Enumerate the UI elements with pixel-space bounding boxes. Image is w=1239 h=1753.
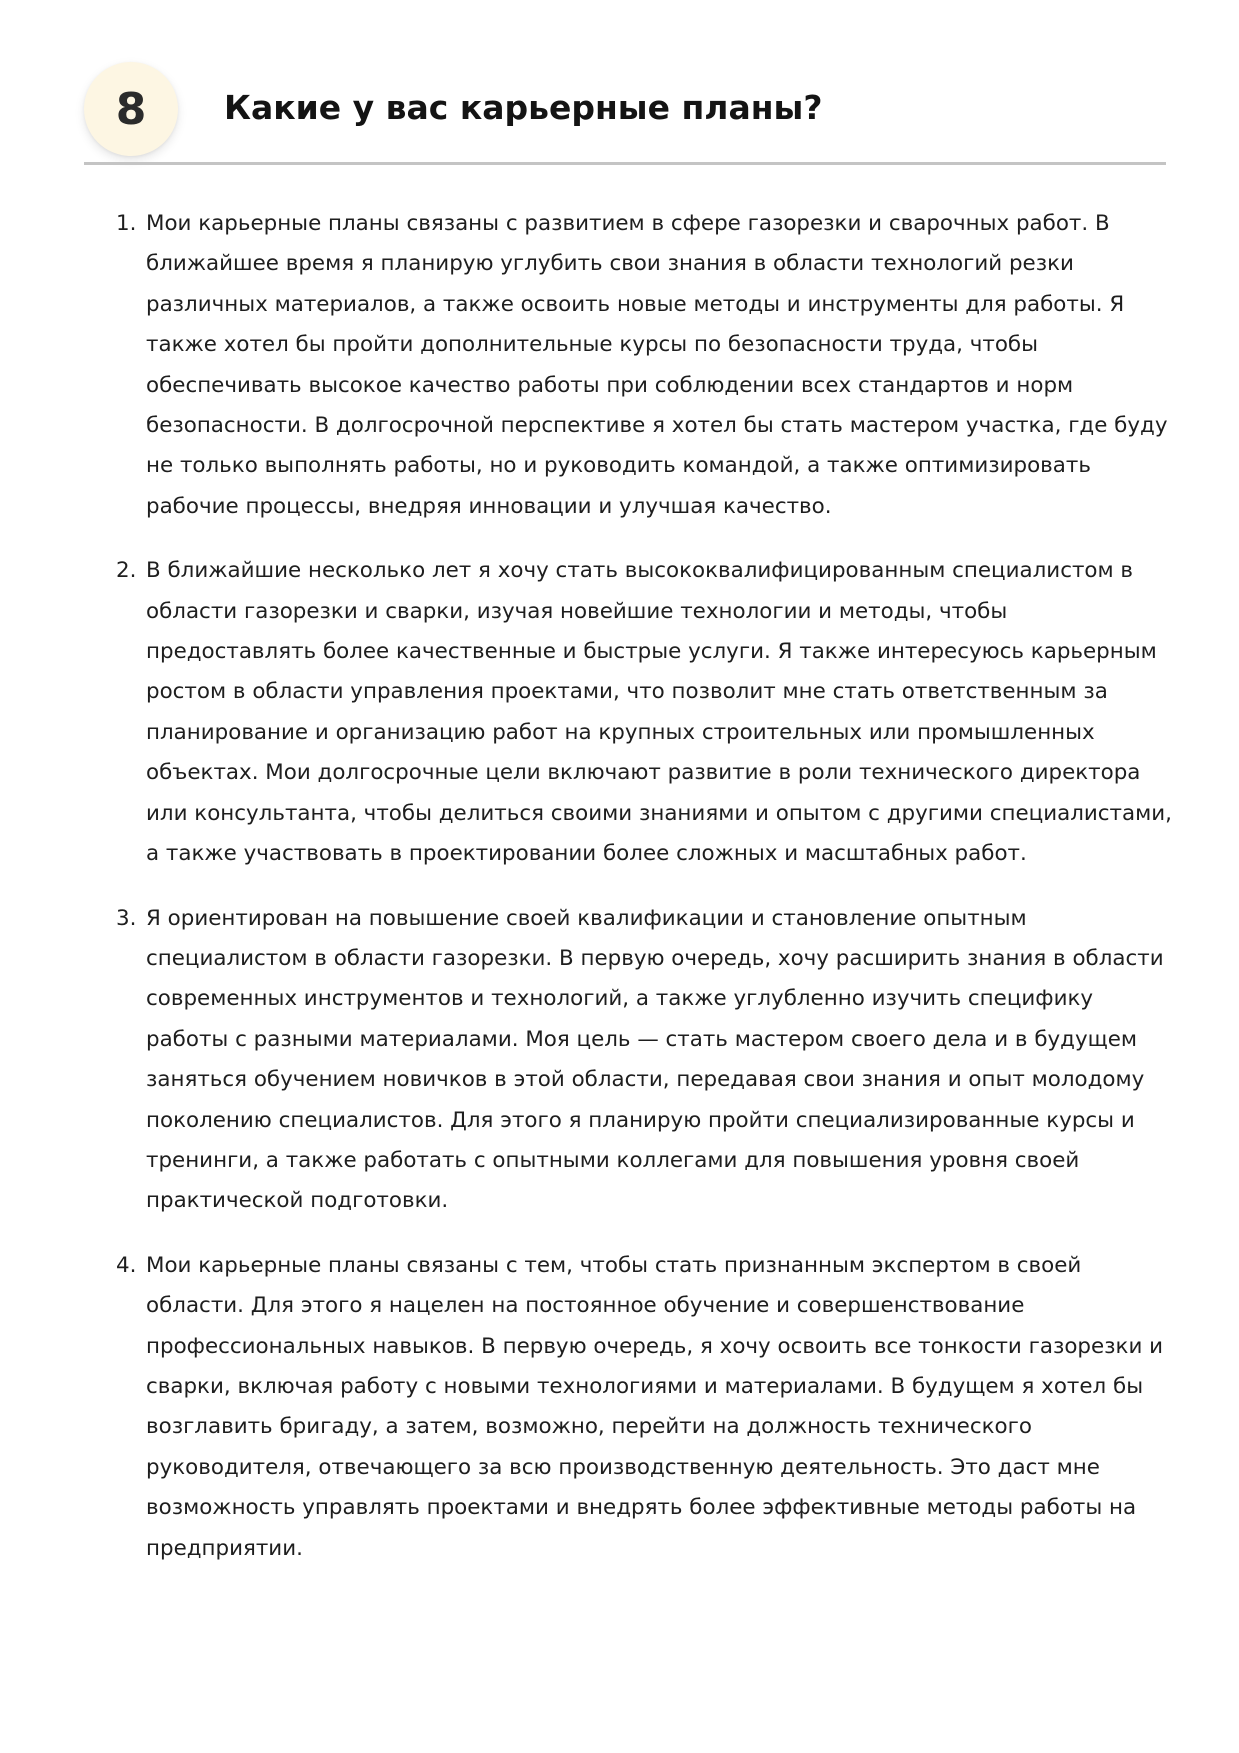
- answer-item: [110, 204, 1176, 527]
- answer-number: 1.: [116, 211, 137, 236]
- header-divider: [84, 162, 1166, 165]
- answer-text: Мои карьерные планы связаны с тем, чтобы стать признанным экспертом в своей области. Для этого я нацелен на постоянное обучение и совершенствование профессиональных навыков. В первую очередь, я хочу освоить все тонкости газорезки и сварки, включая работу с новыми технологиями и материалами. В будущем я хотел бы возглавить бригаду, а затем, возможно, перейти на должность технического руководителя, отвечающего за всю производственную деятельность. Это даст мне возможность управлять проектами и внедрять более эффективные методы работы на предприятии.: [146, 1252, 1164, 1561]
- answer-text: В ближайшие несколько лет я хочу стать высококвалифицированным специалистом в области газорезки и сварки, изучая новейшие технологии и методы, чтобы предоставлять более качественные и быстрые услуги. Я также интересуюсь карьерным ростом в области управления проектами, что позволит мне стать ответственным за планирование и организацию работ на крупных строительных или промышленных объектах. Мои долгосрочные цели включают развитие в роли технического директора или консультанта, чтобы делиться своими знаниями и опытом с другими специалистами, а также участвовать в проектировании более сложных и масштабных работ.: [146, 558, 1172, 867]
- answer-number: 4.: [116, 1252, 137, 1278]
- question-header: [84, 48, 1166, 164]
- answer-text: Мои карьерные планы связаны с развитием в сфере газорезки и сварочных работ. В ближайшее время я планирую углубить свои знания в области технологий резки различных материалов, а также освоить новые методы и инструменты для работы. Я также хотел бы пройти дополнительные курсы по безопасности труда, чтобы обеспечивать высокое качество работы при соблюдении всех стандартов и норм безопасности. В долгосрочной перспективе я хотел бы стать мастером участка, где буду не только выполнять работы, но и руководить командой, а также оптимизировать рабочие процессы, внедряя инновации и улучшая качество.: [146, 211, 1168, 519]
- answer-item: [110, 899, 1176, 1222]
- answer-number: 3.: [116, 905, 137, 931]
- answer-item: [110, 551, 1176, 874]
- question-number-badge: 8: [84, 62, 178, 156]
- answer-text: Я ориентирован на повышение своей квалификации и становление опытным специалистом в области газорезки. В первую очередь, хочу расширить знания в области современных инструментов и технологий, а также углубленно изучить специфику работы с разными материалами. Моя цель — стать мастером своего дела и в будущем заняться обучением новичков в этой области, передавая свои знания и опыт молодому поколению специалистов. Для этого я планирую пройти специализированные курсы и тренинги, а также работать с опытными коллегами для повышения уровня своей практической подготовки.: [146, 905, 1164, 1214]
- answer-item: [110, 1246, 1176, 1569]
- question-title: Какие у вас карьерные планы?: [224, 88, 823, 127]
- answer-number: 2.: [116, 558, 137, 584]
- answer-list: [110, 204, 1176, 1593]
